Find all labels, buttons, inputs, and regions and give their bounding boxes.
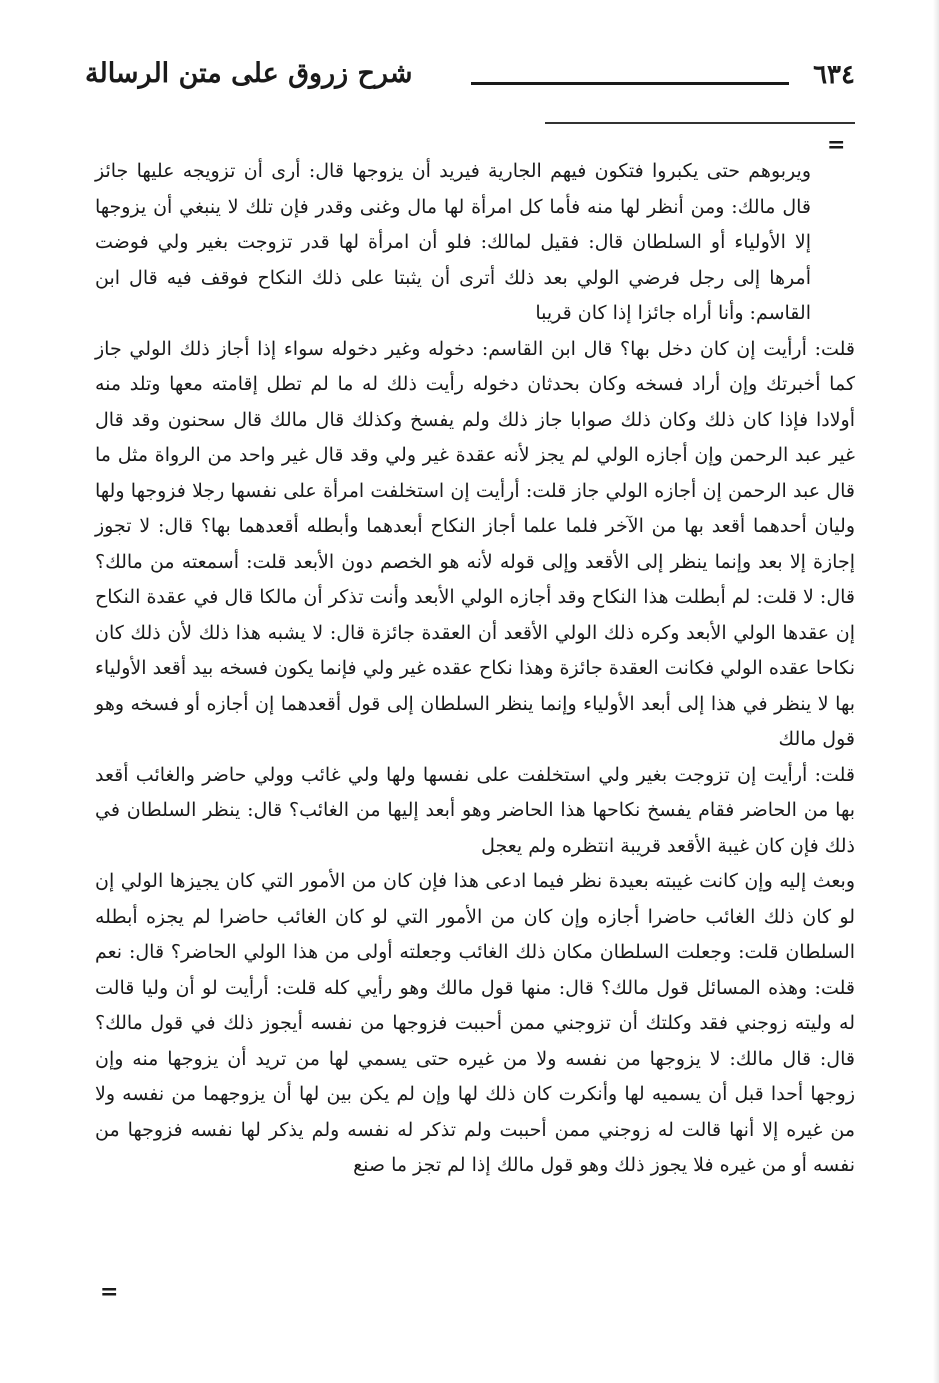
section-mark-bottom: = — [100, 1279, 119, 1305]
paragraph-3: قلت: أرأيت إن تزوجت بغير ولي استخلفت على نفسها ولها ولي غائب وولي حاضر والغائب أقعد بها من الحاضر فقام يفسخ نكاحها هذا الحاضر وهو أبعد إليها من الغائب؟ قال: ينظر السلطان في ذلك فإن كان غيبة الأقعد قريبة انتظره ولم يعجل — [95, 763, 855, 857]
running-title: شرح زروق على متن الرسالة — [85, 58, 413, 89]
paragraph-1: ويربوهم حتى يكبروا فتكون فيهم الجارية فيريد أن يزوجها قال: أرى أن تزويجه عليها جائز قال مالك: ومن أنظر لها منه فأما كل امرأة لها مال وغنى وقدر فإن تلك لا ينبغي أن يزوجها إلا الأولياء أو السلطان قال: فقيل لمالك: فلو أن امرأة لها قدر تزوجت بغير ولي فوضت أمرها إلى رجل فرضي الولي بعد ذلك أترى أن يثبتا على ذلك النكاح فوقف فيه قال ابن القاسم: وأنا أراه جائزا إذا كان قريبا — [95, 160, 811, 324]
paragraph-2: قلت: أرأيت إن كان دخل بها؟ قال ابن القاسم: دخوله وغير دخوله سواء إذا أجاز ذلك الولي جاز كما أخبرتك وإن أراد فسخه وكان بحدثان دخوله رأيت ذلك له ما لم تطل إقامته معها وتلد منه أولادا فإذا كان ذلك وكان ذلك صوابا جاز ذلك ولم يفسخ وكذلك قال مالك قال سحنون وقد قال غير عبد الرحمن وإن أجازه الولي لم يجز لأنه عقدة غير ولي وقد قال غير واحد من الرواة مثل ما قال عبد الرحمن إن أجازه الولي جاز قلت: أرأيت إن استخلفت امرأة على نفسها رجلا فزوجها ولها وليان أحدهما أقعد بها من الآخر فلما علما أجاز النكاح أبعدهما وأبطله أقعدهما بها؟ قال: لا تجوز إجازة إلا بعد وإنما ينظر إلى الأقعد وإلى قوله لأنه هو الخصم دون الأبعد قلت: أسمعته من مالك؟ قال: لا قلت: لم أبطلت هذا النكاح وقد أجازه الولي الأبعد وأنت تذكر أن مالكا قال في عقدة النكاح إن عقدها الولي الأبعد وكره ذلك الولي الأقعد أن العقدة جائزة قال: لا يشبه هذا ذلك لأن ذلك كان نكاحا عقده الولي فكانت العقدة جائزة وهذا نكاح عقده غير ولي فإنما يكون فسخه بيد أقعد الأولياء بها لا ينظر في هذا إلى أبعد الأولياء وإنما ينظر السلطان إلى قول أقعدهما إن أجازه أو فسخه وهو قول مالك — [95, 337, 855, 750]
page-edge-shadow — [933, 0, 939, 1383]
header-subrule — [545, 122, 855, 124]
section-mark-top: = — [827, 132, 846, 158]
paragraph-4: وبعث إليه وإن كانت غيبته بعيدة نظر فيما ادعى هذا فإن كان من الأمور التي كان يجيزها الولي إن لو كان ذلك الغائب حاضرا أجازه وإن كان من الأمور التي لو كان الغائب حاضرا لم يجزه أبطله السلطان قلت: وجعلت السلطان مكان ذلك الغائب وجعلته أولى من هذا الولي الحاضر؟ قال: نعم قلت: وهذه المسائل قول مالك؟ قال: منها قول مالك وهو رأيي كله قلت: أرأيت لو أن وليا قالت له وليته زوجني فقد وكلتك أن تزوجني ممن أحببت فزوجها من نفسه أيجوز ذلك في قول مالك؟ قال: قال مالك: لا يزوجها من نفسه ولا من غيره حتى يسمي لها من تريد أن يزوجها منه وإن زوجها أحدا قبل أن يسميه لها وأنكرت كان ذلك لها وإن لم يكن بين لها أن يزوجهما من نفسه ولا من غيره إلا أنها قالت له زوجني ممن أحببت ولم تذكر له نفسه ولم يذكر لها نفسه فزوجها من نفسه أو من غيره فلا يجوز ذلك وهو قول مالك إذا لم تجز ما صنع — [95, 870, 855, 1176]
header-rule — [471, 82, 789, 85]
page-number: ٦٣٤ — [813, 60, 855, 90]
body-text — [95, 154, 855, 1294]
page-header — [85, 54, 855, 104]
